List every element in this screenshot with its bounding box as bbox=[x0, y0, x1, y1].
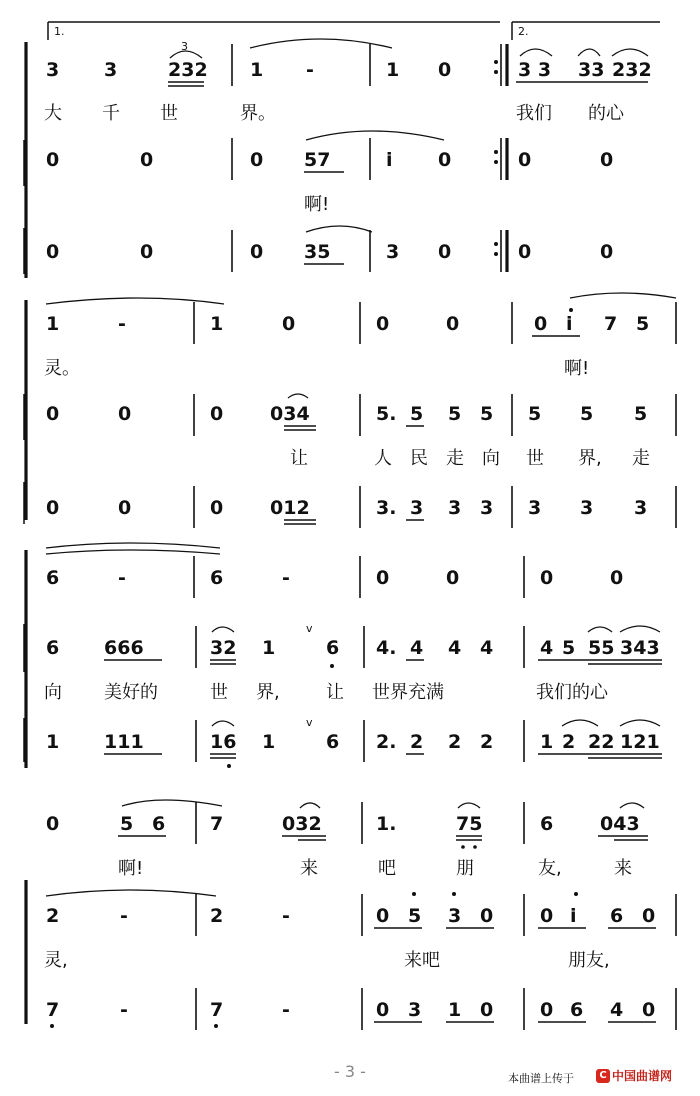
note: 5 bbox=[580, 403, 594, 425]
volta-2-label: 2. bbox=[518, 25, 529, 38]
note: - bbox=[118, 313, 126, 335]
note: 6 bbox=[610, 905, 624, 927]
lyric: 啊! bbox=[118, 858, 144, 879]
note: 3 bbox=[528, 497, 542, 519]
note: 0 bbox=[446, 313, 460, 335]
note: 032 bbox=[282, 813, 322, 835]
note: 0 bbox=[438, 59, 452, 81]
note: 4 bbox=[610, 999, 624, 1021]
note: 0 bbox=[540, 567, 554, 589]
note: 0 bbox=[140, 241, 154, 263]
note: 343 bbox=[620, 637, 660, 659]
note: 5 bbox=[636, 313, 650, 335]
note: 6 bbox=[210, 567, 224, 589]
note: 0 bbox=[376, 313, 390, 335]
site-logo-text: 中国曲谱网 bbox=[612, 1069, 673, 1083]
note: 1 bbox=[46, 313, 60, 335]
system-1 bbox=[24, 22, 660, 278]
breath-mark: v bbox=[306, 622, 313, 635]
notes-row bbox=[46, 890, 676, 936]
lyrics-row bbox=[118, 858, 632, 879]
lyric: 的心 bbox=[588, 103, 624, 124]
note: 121 bbox=[620, 731, 660, 753]
site-logo[interactable] bbox=[596, 1067, 672, 1084]
note: 3. bbox=[376, 497, 397, 519]
note: 22 bbox=[588, 731, 615, 753]
note: 0 bbox=[642, 999, 656, 1021]
note: 666 bbox=[104, 637, 144, 659]
note: 1 bbox=[46, 731, 60, 753]
volta-1-label: 1. bbox=[54, 25, 65, 38]
lyric: 来 bbox=[300, 858, 318, 879]
breath-mark: v bbox=[306, 716, 313, 729]
note: 35 bbox=[304, 241, 331, 263]
note: 0 bbox=[118, 403, 132, 425]
lyric: 友, bbox=[538, 858, 562, 879]
notes-row bbox=[24, 622, 662, 672]
notes-row bbox=[24, 716, 662, 768]
lyrics-row bbox=[44, 950, 610, 971]
note: 3 3 bbox=[518, 59, 552, 81]
note: 4 bbox=[480, 637, 494, 659]
notes-row bbox=[46, 293, 676, 344]
note: 4. bbox=[376, 637, 397, 659]
note: 5 bbox=[480, 403, 494, 425]
note: 043 bbox=[600, 813, 640, 835]
note: 0 bbox=[46, 241, 60, 263]
lyric: 我们的心 bbox=[536, 682, 608, 703]
lyrics-row bbox=[44, 358, 589, 379]
lyric: 美好的 bbox=[104, 682, 158, 703]
note: 0 bbox=[480, 905, 494, 927]
note: - bbox=[282, 905, 290, 927]
note: - bbox=[306, 59, 314, 81]
notes-row bbox=[24, 394, 676, 440]
notes-row bbox=[46, 800, 648, 849]
lyric: 世 bbox=[210, 682, 228, 703]
note: 0 bbox=[46, 403, 60, 425]
note: 5 bbox=[448, 403, 462, 425]
lyrics-row bbox=[304, 194, 329, 215]
note: 7 bbox=[210, 813, 224, 835]
lyric: 灵。 bbox=[44, 358, 80, 379]
note: 0 bbox=[46, 149, 60, 171]
note: 232 bbox=[612, 59, 652, 81]
note: 0 bbox=[118, 497, 132, 519]
lyric: 啊! bbox=[304, 194, 330, 215]
lyric: 让 bbox=[290, 448, 308, 469]
notes-row bbox=[24, 226, 613, 274]
notes-row bbox=[46, 543, 623, 598]
note: 6 bbox=[540, 813, 554, 835]
note: 0 bbox=[376, 567, 390, 589]
note: 2 bbox=[410, 731, 424, 753]
note: 0 bbox=[250, 241, 264, 263]
system-2 bbox=[24, 293, 676, 528]
note: 7 bbox=[604, 313, 618, 335]
lyric: 来吧 bbox=[404, 950, 440, 971]
lyric: 世界充满 bbox=[372, 682, 444, 703]
notes-row bbox=[46, 39, 652, 86]
note: 6 bbox=[326, 637, 340, 659]
note: 0 bbox=[600, 149, 614, 171]
lyric: 世 bbox=[526, 448, 544, 469]
lyric: 界, bbox=[256, 682, 280, 703]
system-4 bbox=[26, 800, 676, 1030]
note: 1. bbox=[376, 813, 397, 835]
note: 0 bbox=[446, 567, 460, 589]
lyric: 向 bbox=[482, 448, 500, 469]
note: 1 bbox=[386, 59, 400, 81]
note: - bbox=[120, 905, 128, 927]
note: 3 bbox=[448, 497, 462, 519]
note: 1 bbox=[210, 313, 224, 335]
tuplet-mark: 3 bbox=[181, 40, 188, 53]
note: 3 bbox=[634, 497, 648, 519]
note: 3 bbox=[386, 241, 400, 263]
note: 0 bbox=[46, 813, 60, 835]
note: 4 bbox=[448, 637, 462, 659]
lyric: 吧 bbox=[378, 858, 396, 879]
note: 3 bbox=[408, 999, 422, 1021]
note: i bbox=[570, 905, 577, 927]
note: 1 bbox=[448, 999, 462, 1021]
note: 232 bbox=[168, 59, 208, 81]
note: 0 bbox=[210, 497, 224, 519]
note: 1 bbox=[540, 731, 554, 753]
note: 0 bbox=[480, 999, 494, 1021]
note: 55 bbox=[588, 637, 615, 659]
note: 0 bbox=[642, 905, 656, 927]
note: 111 bbox=[104, 731, 144, 753]
note: 7 bbox=[46, 999, 60, 1021]
note: 2 bbox=[562, 731, 576, 753]
note: 3 bbox=[46, 59, 60, 81]
note: 3 bbox=[448, 905, 462, 927]
note: i bbox=[386, 149, 393, 171]
lyric: 让 bbox=[326, 682, 344, 703]
note: - bbox=[118, 567, 126, 589]
note: 3 bbox=[480, 497, 494, 519]
note: 1 bbox=[250, 59, 264, 81]
note: 5 bbox=[410, 403, 424, 425]
note: 6 bbox=[570, 999, 584, 1021]
lyric: 世 bbox=[160, 103, 178, 124]
note: 0 bbox=[282, 313, 296, 335]
note: 75 bbox=[456, 813, 483, 835]
note: 1 bbox=[262, 731, 276, 753]
note: 0 bbox=[376, 905, 390, 927]
note: 3 bbox=[410, 497, 424, 519]
note: 0 bbox=[140, 149, 154, 171]
lyric: 民 bbox=[410, 448, 428, 469]
lyric: 来 bbox=[614, 858, 632, 879]
lyric: 啊! bbox=[564, 358, 590, 379]
note: i bbox=[566, 313, 573, 335]
note: 0 bbox=[46, 497, 60, 519]
note: 5 bbox=[528, 403, 542, 425]
lyric: 大 bbox=[44, 103, 62, 124]
note: 3 bbox=[580, 497, 594, 519]
note: 0 bbox=[210, 403, 224, 425]
note: 0 bbox=[250, 149, 264, 171]
system-3 bbox=[24, 543, 662, 768]
note: 6 bbox=[152, 813, 166, 835]
note: 0 bbox=[518, 149, 532, 171]
upload-credit: 本曲谱上传于 bbox=[508, 1072, 574, 1085]
note: 4 bbox=[410, 637, 424, 659]
note: - bbox=[282, 567, 290, 589]
note: 32 bbox=[210, 637, 237, 659]
lyric: 朋 bbox=[456, 858, 474, 879]
note: 33 bbox=[578, 59, 605, 81]
lyric: 走 bbox=[446, 448, 464, 469]
note: 5 bbox=[120, 813, 134, 835]
notes-row bbox=[24, 131, 613, 186]
note: 4 bbox=[540, 637, 554, 659]
note: 3 bbox=[104, 59, 118, 81]
lyric: 我们 bbox=[516, 103, 552, 124]
notes-row bbox=[24, 482, 676, 528]
note: 2 bbox=[448, 731, 462, 753]
note: 034 bbox=[270, 403, 310, 425]
note: 5 bbox=[634, 403, 648, 425]
lyric: 走 bbox=[632, 448, 650, 469]
page-number: - 3 - bbox=[334, 1062, 366, 1081]
note: 0 bbox=[610, 567, 624, 589]
note: 16 bbox=[210, 731, 237, 753]
note: 6 bbox=[46, 567, 60, 589]
note: 0 bbox=[376, 999, 390, 1021]
lyric: 界。 bbox=[240, 103, 276, 124]
lyric: 灵, bbox=[44, 950, 68, 971]
note: 2 bbox=[480, 731, 494, 753]
note: 5 bbox=[408, 905, 422, 927]
notes-row bbox=[46, 988, 676, 1030]
note: 1 bbox=[262, 637, 276, 659]
note: 6 bbox=[326, 731, 340, 753]
lyrics-row bbox=[290, 448, 650, 469]
lyric: 千 bbox=[102, 103, 120, 124]
note: 0 bbox=[540, 999, 554, 1021]
note: 7 bbox=[210, 999, 224, 1021]
lyric: 向 bbox=[44, 682, 62, 703]
note: 0 bbox=[438, 241, 452, 263]
note: - bbox=[120, 999, 128, 1021]
note: 0 bbox=[518, 241, 532, 263]
note: 0 bbox=[540, 905, 554, 927]
lyric: 人 bbox=[374, 448, 392, 469]
note: 2. bbox=[376, 731, 397, 753]
note: 0 bbox=[600, 241, 614, 263]
note: 5 bbox=[562, 637, 576, 659]
note: - bbox=[282, 999, 290, 1021]
note: 012 bbox=[270, 497, 310, 519]
lyrics-row bbox=[44, 682, 609, 703]
note: 0 bbox=[438, 149, 452, 171]
note: 5. bbox=[376, 403, 397, 425]
note: 6 bbox=[46, 637, 60, 659]
lyric: 朋友, bbox=[568, 950, 610, 971]
note: 57 bbox=[304, 149, 331, 171]
note: 0 bbox=[534, 313, 548, 335]
c-logo-icon: C bbox=[596, 1069, 610, 1083]
lyric: 界, bbox=[578, 448, 602, 469]
note: 2 bbox=[46, 905, 60, 927]
note: 2 bbox=[210, 905, 224, 927]
lyrics-row bbox=[44, 103, 625, 124]
